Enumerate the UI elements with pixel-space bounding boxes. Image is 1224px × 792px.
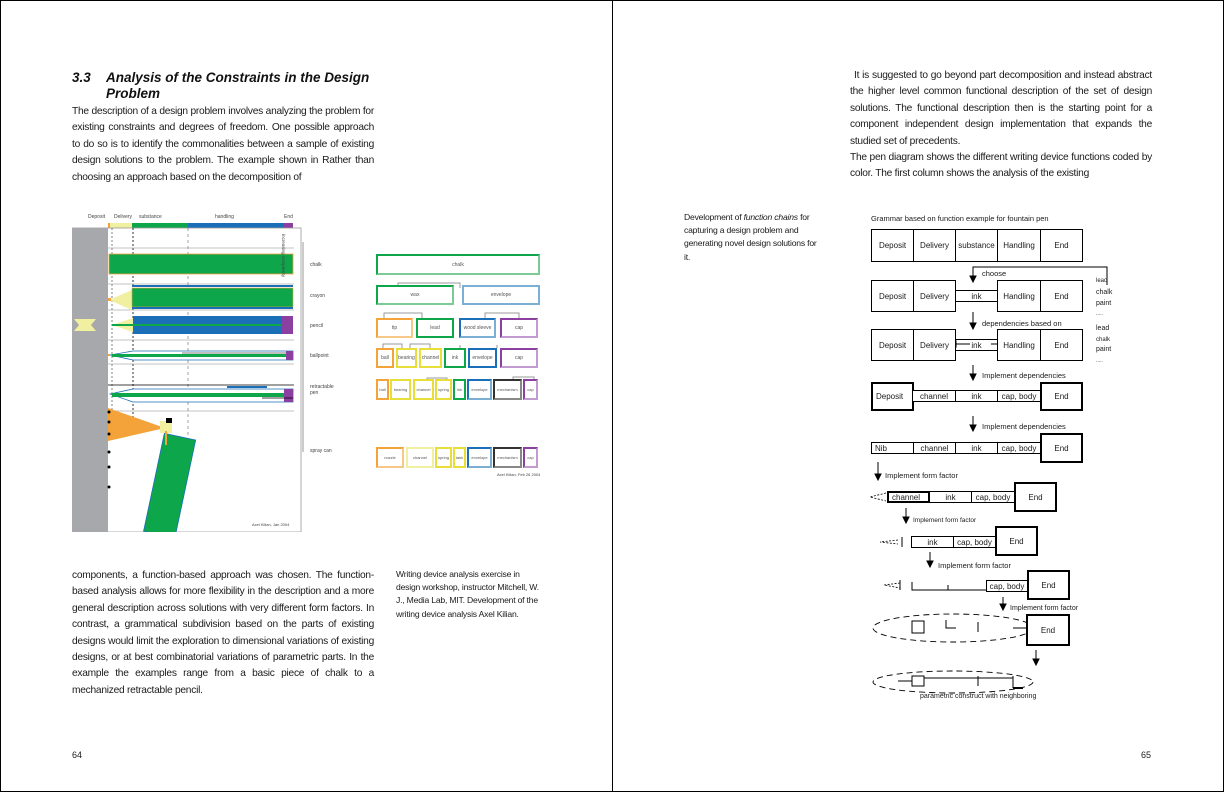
r4-channel: channel [913,390,956,402]
tree-node-tank-s: tank [453,447,466,468]
tree-node-spring-r: spring [435,379,452,400]
r2-ink: ink [955,290,998,302]
r3-end: End [1040,329,1083,361]
tree-node-cap-r: cap [523,379,538,400]
r3-ink: ink [955,339,998,351]
col-header-end: End [284,214,293,220]
paragraph-intro [850,68,1152,183]
col-header-delivery: Delivery [114,214,133,220]
row-label-ballpoint: ballpoint [310,353,329,359]
r1-deposit: Deposit [871,229,914,262]
choice-chalk: chalk [1096,289,1113,296]
figure-caption: Writing device analysis exercise in design workshop, instructor Mitchell, W. J., Media Lab, MIT. Development of the writing device analysis Axel Kilian. [396,569,539,619]
choice-chalk-2: chalk [1096,336,1111,343]
r2-deposit: Deposit [871,280,914,312]
form-factor-label-4: Implement form factor [1010,605,1079,612]
tree-node-envelope: envelope [462,285,540,305]
r9-end: End [1026,614,1070,646]
tree-node-chalk: chalk [376,254,540,275]
writing-device-figure [72,212,542,532]
tree-node-spring-s: spring [435,447,452,468]
r8-cap-body: cap, body [986,580,1028,592]
tree-node-cap: cap [500,318,538,338]
tree-node-cap-b: cap [500,348,538,368]
r4-end: End [1040,382,1083,411]
tree-node-bearing-r: bearing [390,379,411,400]
row-label-chalk: chalk [310,262,322,268]
choice-paint: paint [1096,300,1112,307]
col-header-handling: handling [215,214,234,220]
tree-node-ball: ball [376,348,394,368]
choice-paint-2: paint [1096,346,1112,353]
r4-ink: ink [955,390,998,402]
r1-delivery: Delivery [913,229,956,262]
tree-node-wood-sleeve: wood sleeve [459,318,496,338]
tree-node-ink: ink [444,348,466,368]
dependencies-label: dependencies based on [982,319,1062,328]
pen-function-chart [72,212,312,532]
choice-lead-2: lead [1096,325,1110,332]
caption-pre: Development of [684,212,744,222]
r5-cap-body: cap, body [997,442,1041,454]
implement-dependencies-label-1: Implement dependencies [982,371,1066,380]
tree-node-mechanism-r: mechanism [493,379,522,400]
section-number: 3.3 [72,70,91,85]
r7-ink: ink [911,536,954,548]
tree-node-channel-r: channel [413,379,434,400]
implement-dependencies-label-2: Implement dependencies [982,422,1066,431]
function-chain-diagram [858,210,1178,710]
choose-label: choose [982,269,1007,278]
tree-node-channel: channel [419,348,442,368]
function-chain-caption [684,211,824,264]
col-header-substance: substance [139,214,162,220]
tree-node-wax: wax [376,285,454,305]
paragraph-1: It is suggested to go beyond part decomposition and instead abstract the higher level common functional description of the set of design solutions. The functional description then is the starting point for a component independent design implementation that expands the studied set of precedents. [850,70,1152,147]
r2-end: End [1040,280,1083,312]
section-title-line1: Analysis of the Constraints in the Design [106,70,370,85]
row-label-retractable: retractable pen [310,384,334,396]
tree-node-channel-s: channel [406,447,434,468]
tree-node-bearing: bearing [396,348,417,368]
tree-node-cap-s: cap [523,447,538,468]
form-factor-label-2: Implement form factor [913,517,977,524]
r4-cap-body: cap, body [997,390,1041,402]
caption-post: for capturing a design problem and generating novel design solutions for it. [684,212,817,262]
r5-channel: channel [913,442,956,454]
r2-handling: Handling [997,280,1041,312]
axis-label-complexity: increasing complexity [281,234,286,278]
paragraph-top: The description of a design problem involves analyzing the problem for existing constraints and degrees of freedom. One possible approach to do so is to identify the commonalities between a sample of existing design solutions to the problem. The example shown in Rather than choosing an approach based on the decomposition of [72,106,374,183]
tree-node-tip: tip [376,318,413,338]
r7-cap-body: cap, body [953,536,996,548]
choices-list-1 [1096,276,1112,320]
tree-node-ink-r: ink [453,379,466,400]
choice-more-2: ..... [1096,357,1103,364]
r8-end: End [1027,570,1070,600]
row-label-pencil: pencil [310,323,324,329]
choice-more: ..... [1096,311,1103,317]
tree-node-mechanism-s: mechanism [493,447,522,468]
tree-node-envelope-r: envelope [467,379,492,400]
caption-emphasis: function chains [743,212,798,222]
r3-delivery: Delivery [913,329,956,361]
tree-node-envelope-s: envelope [467,447,492,468]
r6-channel: channel [887,491,930,503]
r5-nib: Nib [871,442,914,454]
figure-credit-right: Axel Kilian, Feb 26 2004 [497,472,541,477]
r4-deposit: Deposit [871,382,914,411]
r6-cap-body: cap, body [971,491,1015,503]
row-label-spray: spray can [310,448,332,454]
paragraph-bottom: components, a function-based approach was chosen. The function-based analysis allows for more flexibility in the description and a more general description across solutions with very different form factors. In contrast, a grammatical subdivision based on the parts of existing designs would limit the exploration to dimensional variations of existing designs, or at best combinatorial variations of parametric parts. In the example the examples range from a basic piece of chalk to a mechanized retractable pencil. [72,570,374,696]
right-page [613,0,1224,792]
r1-end: End [1040,229,1083,262]
r1-substance: substance [955,229,998,262]
r5-end: End [1040,433,1083,463]
parametric-construct-label: parametric construct with neighboring [920,693,1037,700]
page-number-left: 64 [72,750,83,760]
r2-delivery: Delivery [913,280,956,312]
page-number-right: 65 [1141,750,1152,760]
choices-list-2 [1096,324,1111,366]
section-title-line2: Problem [106,86,161,101]
choice-lead: lead [1096,278,1108,284]
r1-handling: Handling [997,229,1041,262]
col-header-deposit: Deposit [88,214,105,220]
paragraph-2: The pen diagram shows the different writing device functions coded by color. The first column shows the analysis of the existing [850,152,1152,180]
tree-node-envelope-b: envelope [468,348,497,368]
r6-ink: ink [929,491,972,503]
figure-credit-left: Axel Kilian, Jan 2004 [252,522,290,527]
r6-end: End [1014,482,1057,512]
r3-deposit: Deposit [871,329,914,361]
tree-node-lead: lead [416,318,454,338]
section-heading [72,70,392,102]
tree-node-ball-r: ball [376,379,389,400]
r3-handling: Handling [997,329,1041,361]
form-factor-label-3: Implement form factor [938,561,1011,570]
r7-end: End [995,526,1038,556]
form-factor-label-1: Implement form factor [885,471,958,480]
r5-ink: ink [955,442,998,454]
diagram-title: Grammar based on function example for fountain pen [871,214,1049,223]
tree-node-nozzle-s: nozzle [376,447,404,468]
row-label-crayon: crayon [310,293,326,299]
